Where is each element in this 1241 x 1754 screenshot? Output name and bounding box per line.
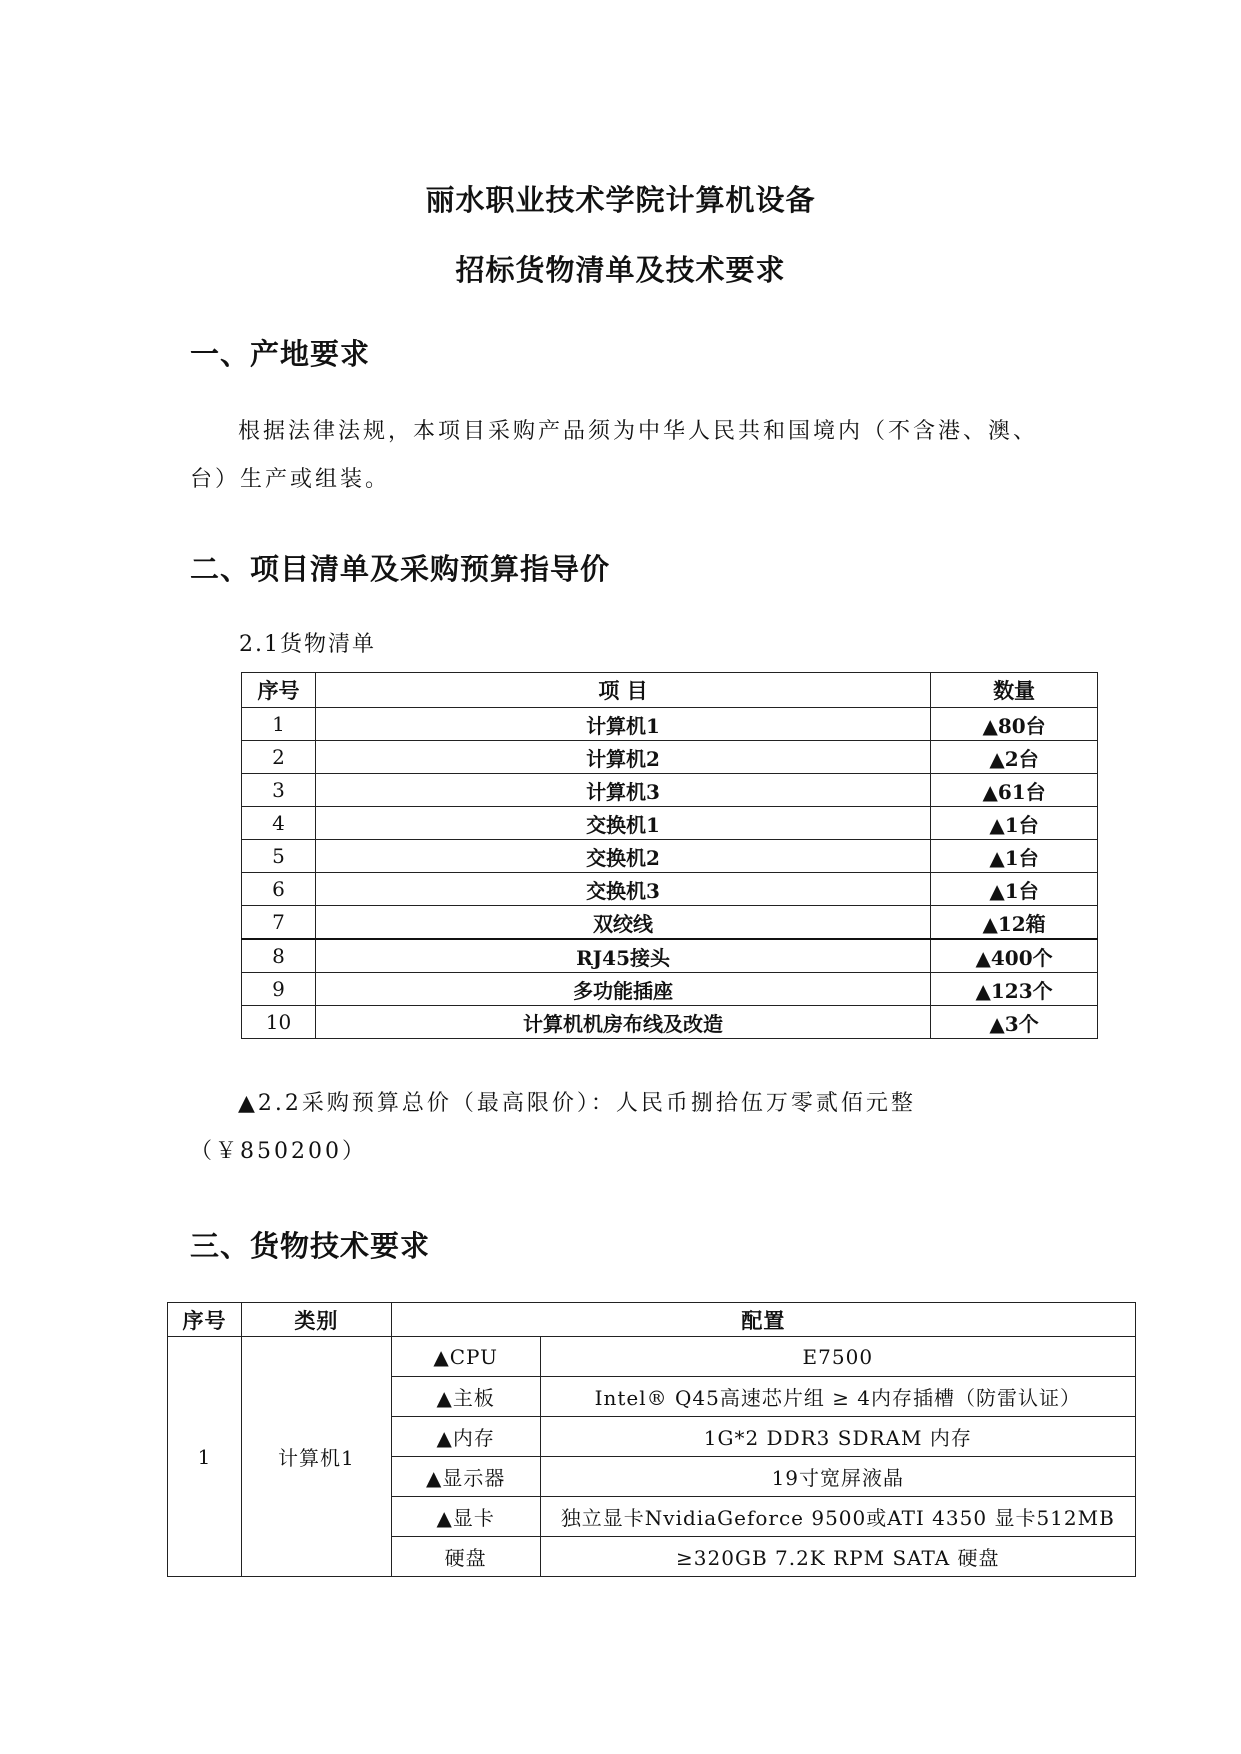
- row-index: 2: [242, 741, 316, 774]
- row-item: 计算机1: [315, 708, 930, 741]
- spec-value: 独立显卡NvidiaGeforce 9500或ATI 4350 显卡512MB: [540, 1497, 1135, 1537]
- section-2-heading: 二、项目清单及采购预算指导价: [190, 552, 611, 586]
- row-quantity: ▲80台: [931, 708, 1098, 741]
- section-1-paragraph: 根据法律法规，本项目采购产品须为中华人民共和国境内（不含港、澳、台）生产或组装。: [190, 419, 1039, 492]
- table-row: [168, 1337, 1136, 1377]
- section-3-heading: 三、货物技术要求: [190, 1229, 431, 1263]
- spec-key: ▲主板: [391, 1377, 540, 1417]
- spec-value: 19寸宽屏液晶: [540, 1457, 1135, 1497]
- row-item: 交换机3: [315, 873, 930, 906]
- spec-key: ▲显示器: [391, 1457, 540, 1497]
- spec-key: ▲显卡: [391, 1497, 540, 1537]
- row-quantity: ▲12箱: [931, 906, 1098, 940]
- spec-value: E7500: [540, 1337, 1135, 1377]
- row-item: 计算机机房布线及改造: [315, 1006, 930, 1039]
- row-item: 双绞线: [315, 906, 930, 940]
- spec-index: 1: [168, 1337, 242, 1577]
- header-quantity: 数量: [931, 673, 1098, 708]
- row-item: 交换机1: [315, 807, 930, 840]
- budget-paragraph: ▲2.2采购预算总价（最高限价）：人民币捌拾伍万零贰佰元整（￥850200）: [190, 1091, 916, 1164]
- spec-key: ▲CPU: [391, 1337, 540, 1377]
- spec-value: Intel® Q45高速芯片组 ≥ 4内存插槽（防雷认证）: [540, 1377, 1135, 1417]
- header-config: 配置: [391, 1303, 1135, 1337]
- table-row: [242, 873, 1098, 906]
- row-index: 5: [242, 840, 316, 873]
- row-quantity: ▲1台: [931, 807, 1098, 840]
- table-row: [242, 774, 1098, 807]
- row-quantity: ▲3个: [931, 1006, 1098, 1039]
- spec-category: 计算机1: [241, 1337, 391, 1577]
- row-index: 3: [242, 774, 316, 807]
- header-index: 序号: [168, 1303, 242, 1337]
- row-quantity: ▲1台: [931, 840, 1098, 873]
- row-quantity: ▲1台: [931, 873, 1098, 906]
- table-row: [242, 973, 1098, 1006]
- table-row: [242, 807, 1098, 840]
- row-quantity: ▲400个: [931, 939, 1098, 973]
- table-row: [242, 939, 1098, 973]
- spec-key: 硬盘: [391, 1537, 540, 1577]
- row-quantity: ▲123个: [931, 973, 1098, 1006]
- row-index: 10: [242, 1006, 316, 1039]
- header-category: 类别: [241, 1303, 391, 1337]
- goods-table-header: [242, 673, 1098, 708]
- row-index: 9: [242, 973, 316, 1006]
- row-index: 6: [242, 873, 316, 906]
- row-index: 1: [242, 708, 316, 741]
- table-row: [242, 1006, 1098, 1039]
- row-item: RJ45接头: [315, 939, 930, 973]
- goods-list-caption: 2.1货物清单: [239, 632, 376, 657]
- table-row: [242, 906, 1098, 940]
- doc-title-line1: 丽水职业技术学院计算机设备: [425, 183, 816, 217]
- section-1-heading: 一、产地要求: [190, 337, 371, 371]
- row-quantity: ▲2台: [931, 741, 1098, 774]
- table-row: [242, 708, 1098, 741]
- doc-title-line2: 招标货物清单及技术要求: [455, 253, 786, 287]
- table-row: [242, 741, 1098, 774]
- row-index: 4: [242, 807, 316, 840]
- spec-table-header: [168, 1303, 1136, 1337]
- table-row: [242, 840, 1098, 873]
- row-item: 交换机2: [315, 840, 930, 873]
- row-item: 计算机3: [315, 774, 930, 807]
- header-item: 项 目: [315, 673, 930, 708]
- spec-key: ▲内存: [391, 1417, 540, 1457]
- row-index: 7: [242, 906, 316, 940]
- row-quantity: ▲61台: [931, 774, 1098, 807]
- row-index: 8: [242, 939, 316, 973]
- spec-value: 1G*2 DDR3 SDRAM 内存: [540, 1417, 1135, 1457]
- header-index: 序号: [242, 673, 316, 708]
- spec-table: [167, 1302, 1136, 1577]
- row-item: 计算机2: [315, 741, 930, 774]
- row-item: 多功能插座: [315, 973, 930, 1006]
- goods-table: [241, 672, 1098, 1039]
- spec-value: ≥320GB 7.2K RPM SATA 硬盘: [540, 1537, 1135, 1577]
